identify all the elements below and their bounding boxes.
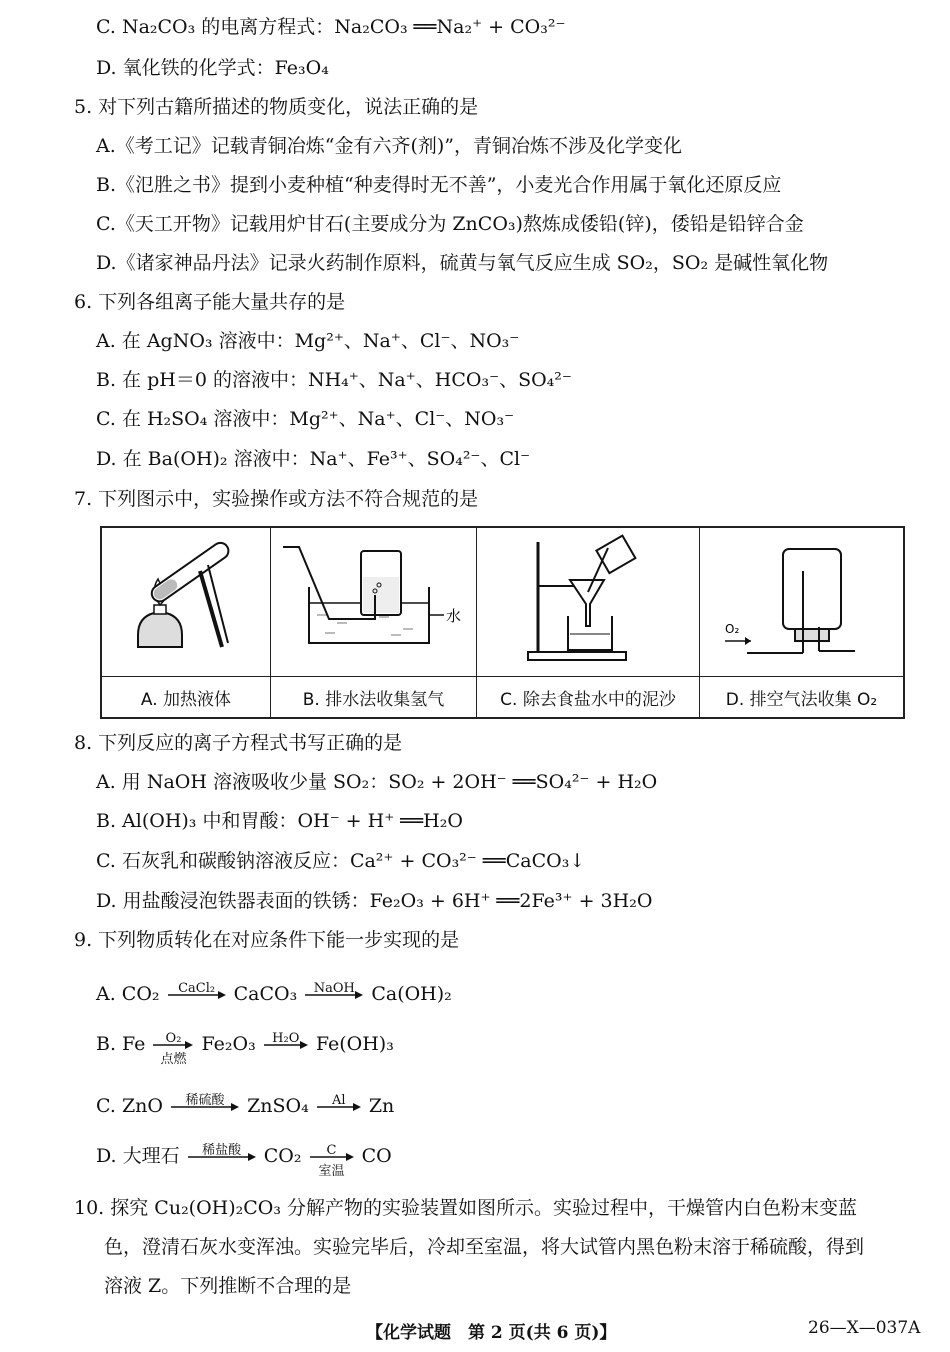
reaction-arrow	[171, 1092, 239, 1122]
figure-a-caption: A. 加热液体	[101, 677, 271, 719]
arrow-condition: 稀硫酸	[185, 1093, 225, 1108]
q7-stem: 7. 下列图示中，实验操作或方法不符合规范的是	[74, 488, 479, 510]
arrow-condition: Al	[331, 1093, 346, 1108]
q9b-product: Fe(OH)₃	[315, 1033, 394, 1055]
reaction-arrow	[305, 980, 363, 1010]
q9a-reactant: A. CO₂	[96, 983, 160, 1005]
reaction-arrow	[188, 1142, 256, 1172]
reaction-arrow	[310, 1142, 354, 1179]
q8-stem: 8. 下列反应的离子方程式书写正确的是	[74, 732, 403, 754]
o2-label: O₂	[724, 622, 739, 636]
q5-option-a: A.《考工记》记载青铜冶炼“金有六齐(剂)”，青铜冶炼不涉及化学变化	[96, 135, 683, 157]
arrow-condition: 稀盐酸	[202, 1143, 242, 1158]
arrow-condition-below: 室温	[318, 1164, 345, 1179]
reaction-arrow	[264, 1030, 308, 1060]
q4-option-d: D. 氧化铁的化学式：Fe₃O₄	[96, 57, 329, 79]
arrow-condition: NaOH	[313, 981, 355, 996]
arrow-condition: CaCl₂	[178, 981, 216, 996]
q9c-intermediate: ZnSO₄	[247, 1095, 309, 1117]
arrow-condition-below: 点燃	[160, 1052, 187, 1067]
q5-option-d: D.《诸家神品丹法》记录火药制作原料，硫黄与氧气反应生成 SO₂，SO₂ 是碱性氧化物	[96, 252, 829, 274]
figure-b-caption: B. 排水法收集氢气	[271, 677, 477, 719]
q9-option-c	[96, 1092, 394, 1122]
arrow-condition: H₂O	[272, 1031, 300, 1046]
figure-b-cell	[271, 527, 477, 677]
gas-collection-figure	[717, 535, 887, 665]
q9-stem: 9. 下列物质转化在对应条件下能一步实现的是	[74, 929, 460, 951]
q9b-intermediate: Fe₂O₃	[201, 1033, 256, 1055]
figure-a-cell	[101, 527, 271, 677]
q9d-reactant: D. 大理石	[96, 1145, 180, 1167]
q5-option-b: B.《氾胜之书》提到小麦种植“种麦得时无不善”，小麦光合作用属于氧化还原反应	[96, 174, 782, 196]
q9d-intermediate: CO₂	[263, 1145, 302, 1167]
water-label: 水	[445, 607, 461, 625]
q9c-reactant: C. ZnO	[96, 1095, 163, 1117]
q5-option-c: C.《天工开物》记载用炉甘石(主要成分为 ZnCO₃)熬炼成倭铅(锌)，倭铅是铅锌合金	[96, 213, 804, 235]
figure-c-cell	[477, 527, 700, 677]
q8-option-b: B. Al(OH)₃ 中和胃酸：OH⁻ + H⁺ ══H₂O	[96, 810, 463, 832]
q9b-reactant: B. Fe	[96, 1033, 146, 1055]
figure-c-caption: C. 除去食盐水中的泥沙	[477, 677, 700, 719]
filtration-figure	[508, 534, 668, 666]
q9-option-a	[96, 980, 452, 1010]
page-footer-title: 【化学试题 第 2 页(共 6 页)】	[366, 1323, 617, 1343]
q9-option-d	[96, 1142, 392, 1179]
q8-option-c: C. 石灰乳和碳酸钠溶液反应：Ca²⁺ + CO₃²⁻ ══CaCO₃↓	[96, 850, 586, 872]
q10-line-2: 色，澄清石灰水变浑浊。实验完毕后，冷却至室温，将大试管内黑色粉末溶于稀硫酸，得到	[104, 1236, 865, 1258]
q4-option-c: C. Na₂CO₃ 的电离方程式：Na₂CO₃ ══Na₂⁺ + CO₃²⁻	[96, 16, 566, 38]
q6-stem: 6. 下列各组离子能大量共存的是	[74, 291, 346, 313]
q8-option-d: D. 用盐酸浸泡铁器表面的铁锈：Fe₂O₃ + 6H⁺ ══2Fe³⁺ + 3H₂O	[96, 890, 653, 912]
arrow-condition: C	[326, 1143, 337, 1158]
reaction-arrow	[317, 1092, 361, 1122]
heating-liquid-figure	[116, 535, 256, 665]
q10-line-1: 10. 探究 Cu₂(OH)₂CO₃ 分解产物的实验装置如图所示。实验过程中，干燥管内白色粉末变蓝	[74, 1197, 858, 1219]
q10-line-3: 溶液 Z。下列推断不合理的是	[104, 1275, 352, 1297]
arrow-condition: O₂	[165, 1031, 182, 1046]
page-footer-code: 26—X—037A	[808, 1318, 921, 1338]
q8-option-a: A. 用 NaOH 溶液吸收少量 SO₂：SO₂ + 2OH⁻ ══SO₄²⁻ + H₂O	[96, 771, 658, 793]
q9a-product: Ca(OH)₂	[371, 983, 452, 1005]
q6-option-b: B. 在 pH＝0 的溶液中：NH₄⁺、Na⁺、HCO₃⁻、SO₄²⁻	[96, 369, 572, 391]
water-displacement-figure	[279, 535, 469, 665]
q7-figure-table	[100, 526, 905, 719]
reaction-arrow	[153, 1030, 193, 1067]
q9c-product: Zn	[368, 1095, 395, 1117]
q5-stem: 5. 对下列古籍所描述的物质变化，说法正确的是	[74, 96, 479, 118]
reaction-arrow	[168, 980, 226, 1010]
figure-d-cell	[700, 527, 905, 677]
q9a-intermediate: CaCO₃	[233, 983, 298, 1005]
q6-option-d: D. 在 Ba(OH)₂ 溶液中：Na⁺、Fe³⁺、SO₄²⁻、Cl⁻	[96, 448, 531, 470]
figure-d-caption: D. 排空气法收集 O₂	[700, 677, 905, 719]
q9-option-b	[96, 1030, 394, 1067]
q6-option-a: A. 在 AgNO₃ 溶液中：Mg²⁺、Na⁺、Cl⁻、NO₃⁻	[96, 330, 520, 352]
q6-option-c: C. 在 H₂SO₄ 溶液中：Mg²⁺、Na⁺、Cl⁻、NO₃⁻	[96, 408, 515, 430]
q9d-product: CO	[361, 1145, 392, 1167]
